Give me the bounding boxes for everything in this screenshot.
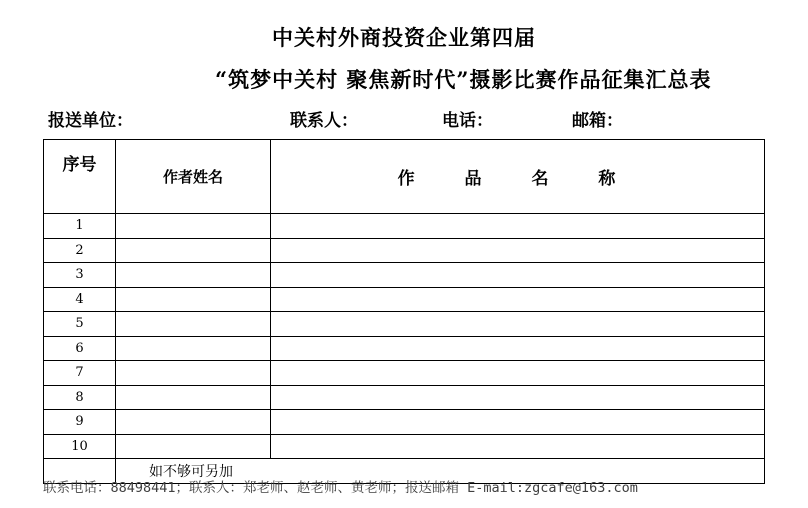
author-cell[interactable] (116, 410, 271, 435)
table-row (44, 238, 765, 263)
work-title-cell[interactable] (271, 287, 765, 312)
work-title-cell[interactable] (271, 238, 765, 263)
author-cell[interactable] (116, 214, 271, 239)
author-cell[interactable] (116, 361, 271, 386)
author-cell[interactable] (116, 312, 271, 337)
submission-table (43, 139, 765, 484)
table-header-row (44, 140, 765, 214)
unit-label: 报送单位： (48, 111, 133, 131)
row-number: 9 (44, 410, 116, 435)
phone-label: 电话： (442, 111, 493, 131)
note-text: 如不够可另加 (116, 459, 765, 484)
row-number: 5 (44, 312, 116, 337)
row-number: 8 (44, 385, 116, 410)
work-title-cell[interactable] (271, 336, 765, 361)
work-title-cell[interactable] (271, 361, 765, 386)
work-title-cell[interactable] (271, 263, 765, 288)
author-cell[interactable] (116, 287, 271, 312)
author-cell[interactable] (116, 263, 271, 288)
row-number: 2 (44, 238, 116, 263)
row-number: 7 (44, 361, 116, 386)
work-title-cell[interactable] (271, 434, 765, 459)
author-cell[interactable] (116, 385, 271, 410)
title-line-1: 中关村外商投资企业第四届 (272, 25, 536, 50)
table-row (44, 312, 765, 337)
author-cell[interactable] (116, 434, 271, 459)
row-number: 1 (44, 214, 116, 239)
column-header-work-title: 作 品 名 称 (271, 140, 765, 214)
table-row (44, 214, 765, 239)
table-row (44, 287, 765, 312)
table-row (44, 361, 765, 386)
contact-label: 联系人： (290, 111, 358, 131)
email-label: 邮箱： (572, 111, 623, 131)
footer-contact: 联系电话：88498441；联系人：郑老师、赵老师、黄老师；报送邮箱 E-mail:zgcafe@163.com (43, 480, 638, 496)
work-title-cell[interactable] (271, 410, 765, 435)
column-header-author: 作者姓名 (116, 140, 271, 214)
row-number: 6 (44, 336, 116, 361)
table-row (44, 410, 765, 435)
table-row (44, 385, 765, 410)
work-title-cell[interactable] (271, 214, 765, 239)
row-number: 3 (44, 263, 116, 288)
table-row (44, 263, 765, 288)
column-header-seq: 序号 (44, 140, 116, 214)
row-number: 10 (44, 434, 116, 459)
work-title-cell[interactable] (271, 385, 765, 410)
author-cell[interactable] (116, 238, 271, 263)
row-number: 4 (44, 287, 116, 312)
table-row (44, 336, 765, 361)
title-line-2: “筑梦中关村 聚焦新时代”摄影比赛作品征集汇总表 (215, 67, 712, 92)
author-cell[interactable] (116, 336, 271, 361)
table-row (44, 434, 765, 459)
work-title-cell[interactable] (271, 312, 765, 337)
